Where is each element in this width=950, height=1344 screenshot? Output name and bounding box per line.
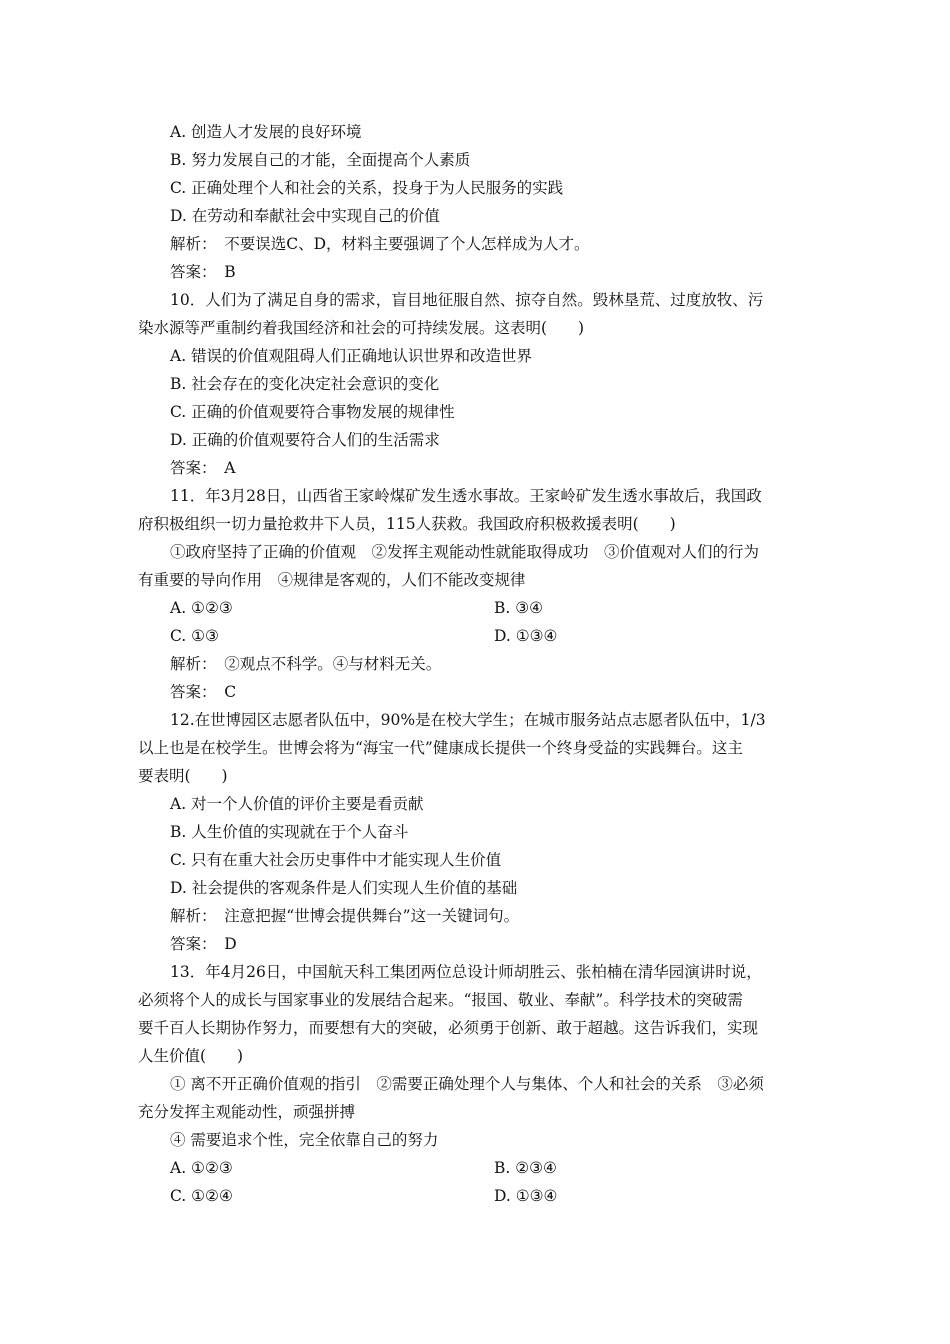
q13-option-d: D. ①③④ xyxy=(494,1187,558,1205)
q12-stem-line2: 以上也是在校学生。世博会将为“海宝一代”健康成长提供一个终身受益的实践舞台。这主 xyxy=(138,739,743,757)
q13-statements-line3: ④ 需要追求个性，完全依靠自己的努力 xyxy=(170,1131,439,1149)
q13-statements-line2: 充分发挥主观能动性，顽强拼搏 xyxy=(138,1103,356,1121)
q11-option-b: B. ③④ xyxy=(494,599,544,617)
q11-stem-line2: 府积极组织一切力量抢救井下人员，115人获救。我国政府积极救援表明( ) xyxy=(138,515,676,533)
q10-option-a: A. 错误的价值观阻碍人们正确地认识世界和改造世界 xyxy=(170,347,533,365)
q13-stem-line2: 必须将个人的成长与国家事业的发展结合起来。“报国、敬业、奉献”。科学技术的突破需 xyxy=(138,991,743,1009)
q10-stem-line1: 10．人们为了满足自身的需求，盲目地征服自然、掠夺自然。毁林垦荒、过度放牧、污 xyxy=(170,291,764,309)
q12-stem-line3: 要表明( ) xyxy=(138,767,228,785)
q11-statements-line2: 有重要的导向作用 ④规律是客观的，人们不能改变规律 xyxy=(138,571,526,589)
q11-answer: 答案： C xyxy=(170,683,237,701)
q13-option-c: C. ①②④ xyxy=(170,1187,233,1205)
q13-statements-line1: ① 离不开正确价值观的指引 ②需要正确处理个人与集体、个人和社会的关系 ③必须 xyxy=(170,1075,764,1093)
q13-stem-line1: 13．年4月26日，中国航天科工集团两位总设计师胡胜云、张柏楠在清华园演讲时说， xyxy=(170,963,762,981)
q9-option-b: B. 努力发展自己的才能，全面提高个人素质 xyxy=(170,151,471,169)
q13-option-b: B. ②③④ xyxy=(494,1159,557,1177)
q12-option-d: D. 社会提供的客观条件是人们实现人生价值的基础 xyxy=(170,879,518,897)
q11-option-c: C. ①③ xyxy=(170,627,219,645)
q10-stem-line2: 染水源等严重制约着我国经济和社会的可持续发展。这表明( ) xyxy=(138,319,585,337)
q12-analysis: 解析： 注意把握“世博会提供舞台”这一关键词句。 xyxy=(170,907,520,925)
q12-option-a: A. 对一个人价值的评价主要是看贡献 xyxy=(170,795,424,813)
q9-option-c: C. 正确处理个人和社会的关系，投身于为人民服务的实践 xyxy=(170,179,564,197)
q9-option-a: A. 创造人才发展的良好环境 xyxy=(170,123,362,141)
q9-analysis: 解析： 不要误选C、D，材料主要强调了个人怎样成为人才。 xyxy=(170,235,590,253)
q11-option-d: D. ①③④ xyxy=(494,627,558,645)
q10-option-b: B. 社会存在的变化决定社会意识的变化 xyxy=(170,375,440,393)
q13-stem-line4: 人生价值( ) xyxy=(138,1047,244,1065)
q9-answer: 答案： B xyxy=(170,263,236,281)
q12-stem-line1: 12.在世博园区志愿者队伍中，90%是在校大学生；在城市服务站点志愿者队伍中，1/3 xyxy=(170,711,766,729)
q11-statements-line1: ①政府坚持了正确的价值观 ②发挥主观能动性就能取得成功 ③价值观对人们的行为 xyxy=(170,543,760,561)
q10-option-d: D. 正确的价值观要符合人们的生活需求 xyxy=(170,431,440,449)
q11-option-a: A. ①②③ xyxy=(170,599,233,617)
q12-answer: 答案： D xyxy=(170,935,237,953)
q12-option-b: B. 人生价值的实现就在于个人奋斗 xyxy=(170,823,409,841)
q13-option-a: A. ①②③ xyxy=(170,1159,233,1177)
q10-answer: 答案： A xyxy=(170,459,236,477)
q11-stem-line1: 11．年3月28日，山西省王家岭煤矿发生透水事故。王家岭矿发生透水事故后，我国政 xyxy=(170,487,762,505)
q11-analysis: 解析： ②观点不科学。④与材料无关。 xyxy=(170,655,442,673)
q9-option-d: D. 在劳动和奉献社会中实现自己的价值 xyxy=(170,207,440,225)
q10-option-c: C. 正确的价值观要符合事物发展的规律性 xyxy=(170,403,455,421)
q13-stem-line3: 要千百人长期协作努力，而要想有大的突破，必须勇于创新、敢于超越。这告诉我们，实现 xyxy=(138,1019,759,1037)
q12-option-c: C. 只有在重大社会历史事件中才能实现人生价值 xyxy=(170,851,502,869)
